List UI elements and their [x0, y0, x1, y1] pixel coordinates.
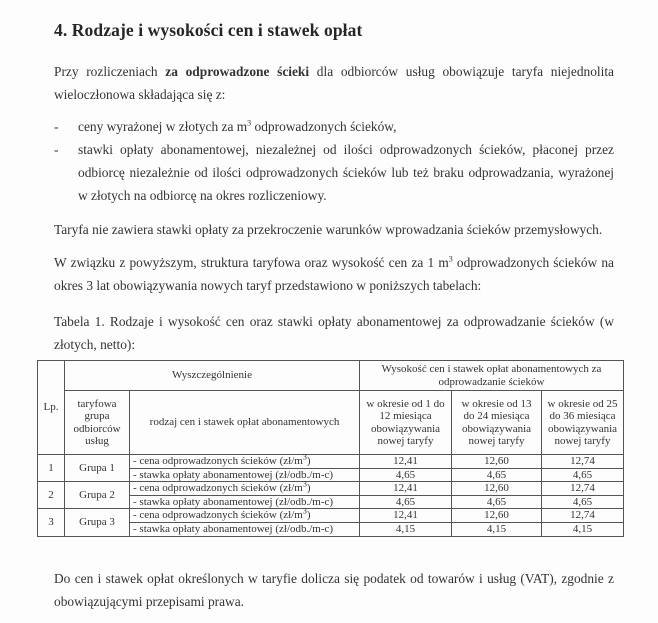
table-row	[38, 455, 624, 469]
superscript: 3	[302, 479, 307, 489]
cell-value: 12,60	[452, 455, 542, 469]
bullet-dash: -	[54, 119, 59, 134]
superscript: 3	[448, 254, 453, 264]
cell-group: Grupa 1	[65, 455, 130, 482]
cell-value: 12,74	[542, 482, 624, 496]
cell-value: 4,65	[360, 495, 452, 509]
cell-lp: 2	[38, 482, 65, 509]
cell-group: Grupa 3	[65, 509, 130, 536]
cell-group: Grupa 2	[65, 482, 130, 509]
header-lp: Lp.	[38, 361, 65, 455]
list-item-text: stawki opłaty abonamentowej, niezależnej od ilości odprowadzonych ścieków, płaconej przez odbiorcę niezależnie od ilości odprowadzonych ścieków lub też braku odprowadzania, wyrażonej w złotych na odbiorcę na okres rozliczeniowy.	[78, 142, 614, 203]
paragraph-zwiazku	[54, 251, 614, 297]
section-heading: 4. Rodzaje i wysokości cen i stawek opłat	[54, 20, 363, 40]
header-rodzaj: rodzaj cen i stawek opłat abonamentowych	[130, 391, 360, 455]
desc-text: - cena odprowadzonych ścieków (zł/m	[133, 509, 303, 522]
cell-value: 4,15	[360, 522, 452, 536]
desc-text: - cena odprowadzonych ścieków (zł/m	[133, 455, 303, 468]
header-period-1: w okresie od 1 do 12 miesiąca obowiązywania nowej taryfy	[360, 391, 452, 455]
cell-value: 4,65	[360, 468, 452, 482]
intro-bold-text: za odprowadzone ścieki	[165, 64, 310, 79]
superscript: 3	[247, 118, 252, 128]
cell-desc	[130, 479, 360, 496]
cell-value: 12,74	[542, 509, 624, 523]
cell-value: 4,15	[542, 522, 624, 536]
cell-desc: - stawka opłaty abonamentowej (zł/odb./m-c)	[130, 522, 360, 536]
cell-value: 12,60	[452, 482, 542, 496]
list-item-text-end: odprowadzonych ścieków,	[251, 119, 397, 134]
cell-lp: 1	[38, 455, 65, 482]
cell-value: 4,65	[452, 495, 542, 509]
intro-text-end: dla odbiorców usług obowiązuje taryfa niejednolita wieloczłonowa składająca się z:	[54, 64, 615, 102]
table-header-row	[38, 361, 624, 391]
cell-desc: - stawka opłaty abonamentowej (zł/odb./m-c)	[130, 495, 360, 509]
desc-text-end: )	[306, 482, 311, 495]
cell-value: 4,15	[452, 522, 542, 536]
cell-value: 4,65	[452, 468, 542, 482]
cell-value: 12,41	[360, 455, 452, 469]
cell-desc	[130, 506, 360, 523]
cell-value: 4,65	[542, 468, 624, 482]
header-period-3: w okresie od 25 do 36 miesiąca obowiązywania nowej taryfy	[542, 391, 624, 455]
header-period-2: w okresie od 13 do 24 miesiąca obowiązywania nowej taryfy	[452, 391, 542, 455]
desc-text-end: )	[306, 509, 311, 522]
cell-value: 12,74	[542, 455, 624, 469]
cell-lp: 3	[38, 509, 65, 536]
tariff-table	[37, 360, 624, 537]
table-caption: Tabela 1. Rodzaje i wysokość cen oraz stawki opłaty abonamentowej za odprowadzanie ścieków (w złotych, netto):	[54, 314, 614, 352]
table-subheader-row	[38, 391, 624, 455]
tariff-components-list	[54, 115, 614, 207]
superscript: 3	[302, 452, 307, 462]
cell-value: 12,60	[452, 509, 542, 523]
header-wysokosc: Wysokość cen i stawek opłat abonamentowych za odprowadzanie ścieków	[360, 361, 624, 391]
cell-value: 12,41	[360, 482, 452, 496]
cell-desc: - stawka opłaty abonamentowej (zł/odb./m-c)	[130, 468, 360, 482]
list-item-text: ceny wyrażonej w złotych za m	[78, 119, 248, 134]
cell-desc	[130, 452, 360, 469]
desc-text-end: )	[306, 455, 311, 468]
intro-text-start: Przy rozliczeniach	[54, 64, 166, 79]
table-row	[38, 482, 624, 496]
list-item	[54, 138, 614, 207]
intro-paragraph	[54, 60, 614, 106]
paragraph-text-end: odprowadzonych ścieków na okres 3 lat obowiązywania nowych taryf przedstawiono w poniższych tabelach:	[54, 255, 614, 293]
paragraph-text-start: W związku z powyższym, struktura taryfowa oraz wysokość cen za 1 m	[54, 255, 449, 270]
header-wyszczegolnienie: Wyszczególnienie	[65, 361, 360, 391]
header-grupa: taryfowa grupa odbiorców usług	[65, 391, 130, 455]
cell-value: 12,41	[360, 509, 452, 523]
superscript: 3	[302, 506, 307, 516]
bullet-dash: -	[54, 142, 59, 157]
desc-text: - cena odprowadzonych ścieków (zł/m	[133, 482, 303, 495]
cell-value: 4,65	[542, 495, 624, 509]
paragraph-taryfa: Taryfa nie zawiera stawki opłaty za przekroczenie warunków wprowadzania ścieków przemysłowych.	[54, 222, 603, 237]
vat-paragraph: Do cen i stawek opłat określonych w taryfie dolicza się podatek od towarów i usług (VAT), zgodnie z obowiązującymi przepisami prawa.	[54, 571, 614, 609]
table-row	[38, 509, 624, 523]
list-item	[54, 115, 614, 138]
